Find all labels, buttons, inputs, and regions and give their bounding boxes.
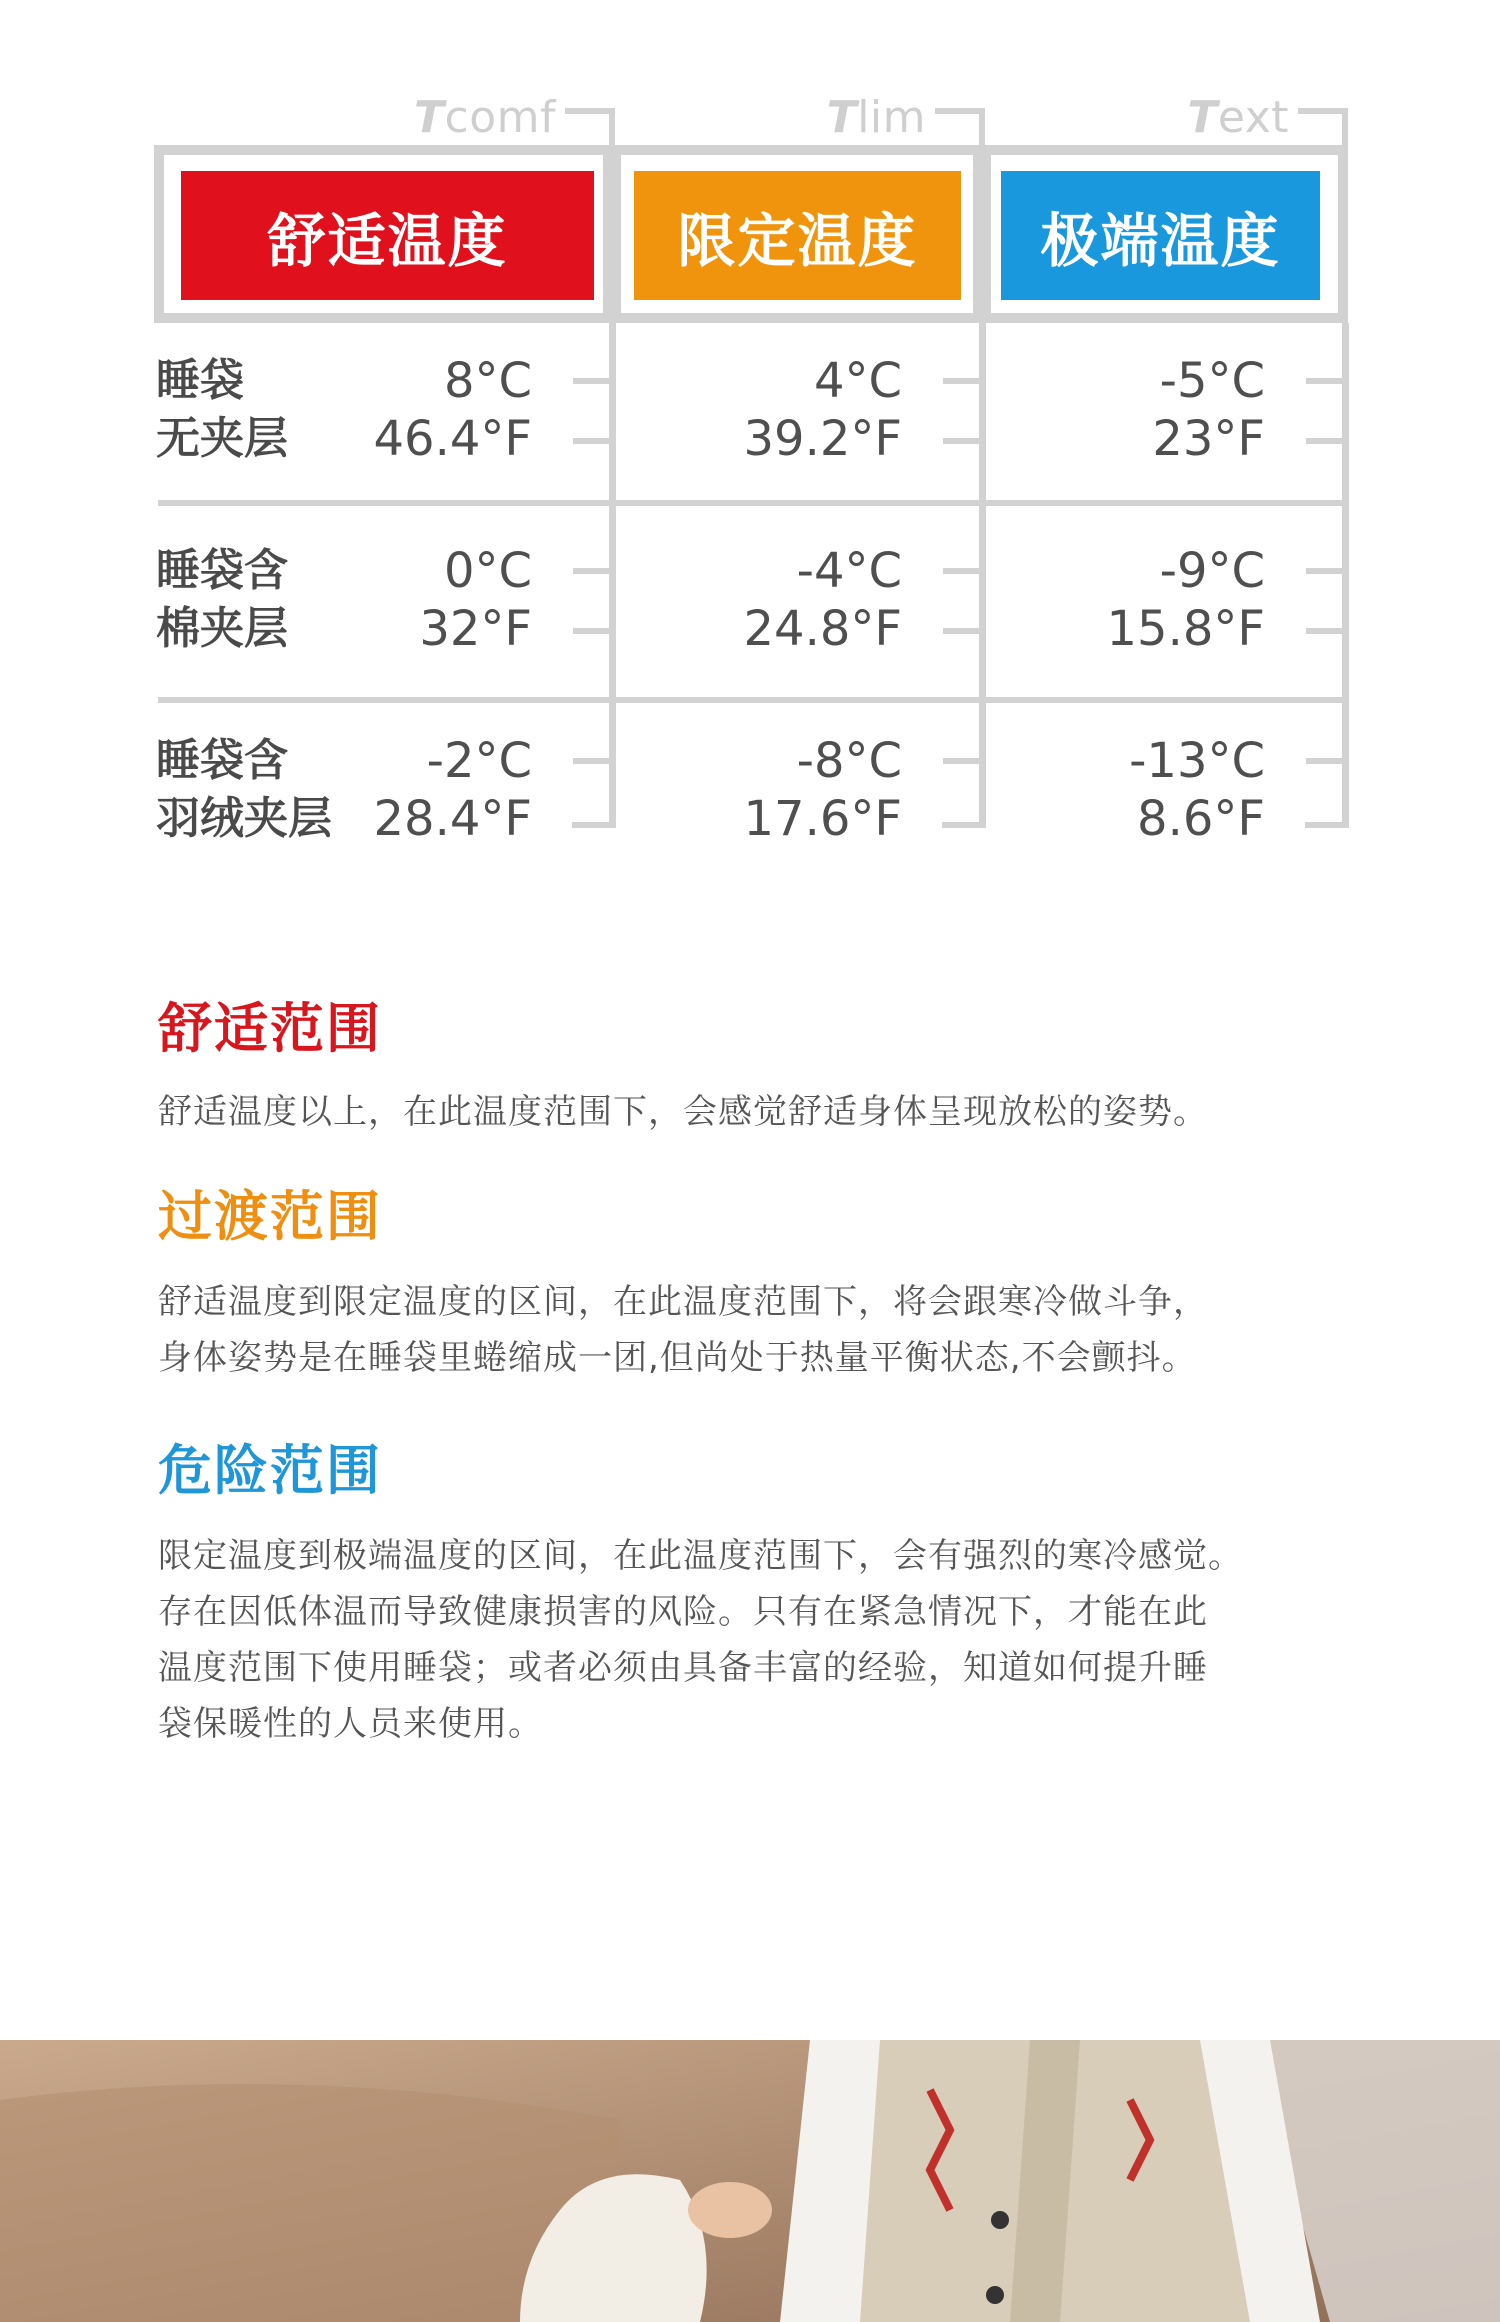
grid-line [609,323,616,828]
grid-line [1342,108,1348,148]
table-cell: 46.4°F [373,411,532,467]
grid-line [572,822,616,828]
table-cell: -8°C [796,733,902,789]
grid-line [942,822,986,828]
limit-temp-header: 限定温度 [634,171,961,300]
table-cell: 4°C [813,353,902,409]
grid-line [935,108,985,114]
grid-line [1305,822,1349,828]
grid-line [1342,323,1349,828]
table-cell: -5°C [1159,353,1265,409]
comfort-temp-header: 舒适温度 [181,171,594,300]
transition-range-title: 过渡范围 [158,1185,382,1248]
tick-mark [943,628,979,634]
grid-line [158,697,1348,703]
table-cell: 23°F [1152,411,1265,467]
grid-line [609,108,615,148]
table-cell: -4°C [796,543,902,599]
table-cell: 15.8°F [1106,601,1265,657]
danger-range-title: 危险范围 [158,1439,382,1502]
row-label-no-liner: 睡袋 无夹层 [156,355,288,464]
tcomf-label: Tcomf [414,92,556,143]
grid-line [154,145,164,323]
table-cell: 8.6°F [1137,791,1265,847]
row-label-down-liner: 睡袋含 羽绒夹层 [156,735,332,844]
grid-line [603,145,621,323]
table-cell: -9°C [1159,543,1265,599]
grid-line [1298,108,1348,114]
tick-mark [1306,378,1342,384]
table-cell: 24.8°F [743,601,902,657]
grid-line [154,145,1348,155]
table-cell: 39.2°F [743,411,902,467]
table-cell: -13°C [1129,733,1265,789]
table-cell: 8°C [443,353,532,409]
tick-mark [573,568,609,574]
danger-range-text: 限定温度到极端温度的区间，在此温度范围下，会有强烈的寒冷感觉。 存在因低体温而导致健康损害的风险。只有在紧急情况下，才能在此 温度范围下使用睡袋；或者必须由具备丰富的经验，知道如何提升睡 袋保暖性的人员来使用。 [158,1536,1243,1744]
tick-mark [943,378,979,384]
table-cell: -2°C [426,733,532,789]
table-cell: 17.6°F [743,791,902,847]
table-cell: 0°C [443,543,532,599]
product-photo [0,2040,1500,2322]
grid-line [979,108,985,148]
grid-line [973,145,991,323]
grid-line [158,500,1348,506]
grid-line [565,108,615,114]
extreme-temp-header: 极端温度 [1001,171,1320,300]
grid-line [1338,145,1348,323]
grid-line [154,313,1348,323]
tick-mark [943,758,979,764]
tick-mark [1306,568,1342,574]
tick-mark [1306,628,1342,634]
comfort-range-text: 舒适温度以上，在此温度范围下，会感觉舒适身体呈现放松的姿势。 [158,1092,1208,1132]
table-cell: 32°F [419,601,532,657]
tick-mark [573,628,609,634]
text-label: Text [1187,92,1289,143]
tick-mark [1306,438,1342,444]
tick-mark [573,758,609,764]
tick-mark [943,568,979,574]
table-cell: 28.4°F [373,791,532,847]
tick-mark [573,438,609,444]
transition-range-text: 舒适温度到限定温度的区间，在此温度范围下，将会跟寒冷做斗争， 身体姿势是在睡袋里蜷缩成一团,但尚处于热量平衡状态,不会颤抖。 [158,1282,1208,1378]
row-label-cotton-liner: 睡袋含 棉夹层 [156,545,288,654]
grid-line [979,323,986,828]
photo-illustration [0,2040,1500,2322]
comfort-range-title: 舒适范围 [158,997,382,1060]
tlim-label: Tlim [826,92,926,143]
tick-mark [943,438,979,444]
tick-mark [573,378,609,384]
tick-mark [1306,758,1342,764]
